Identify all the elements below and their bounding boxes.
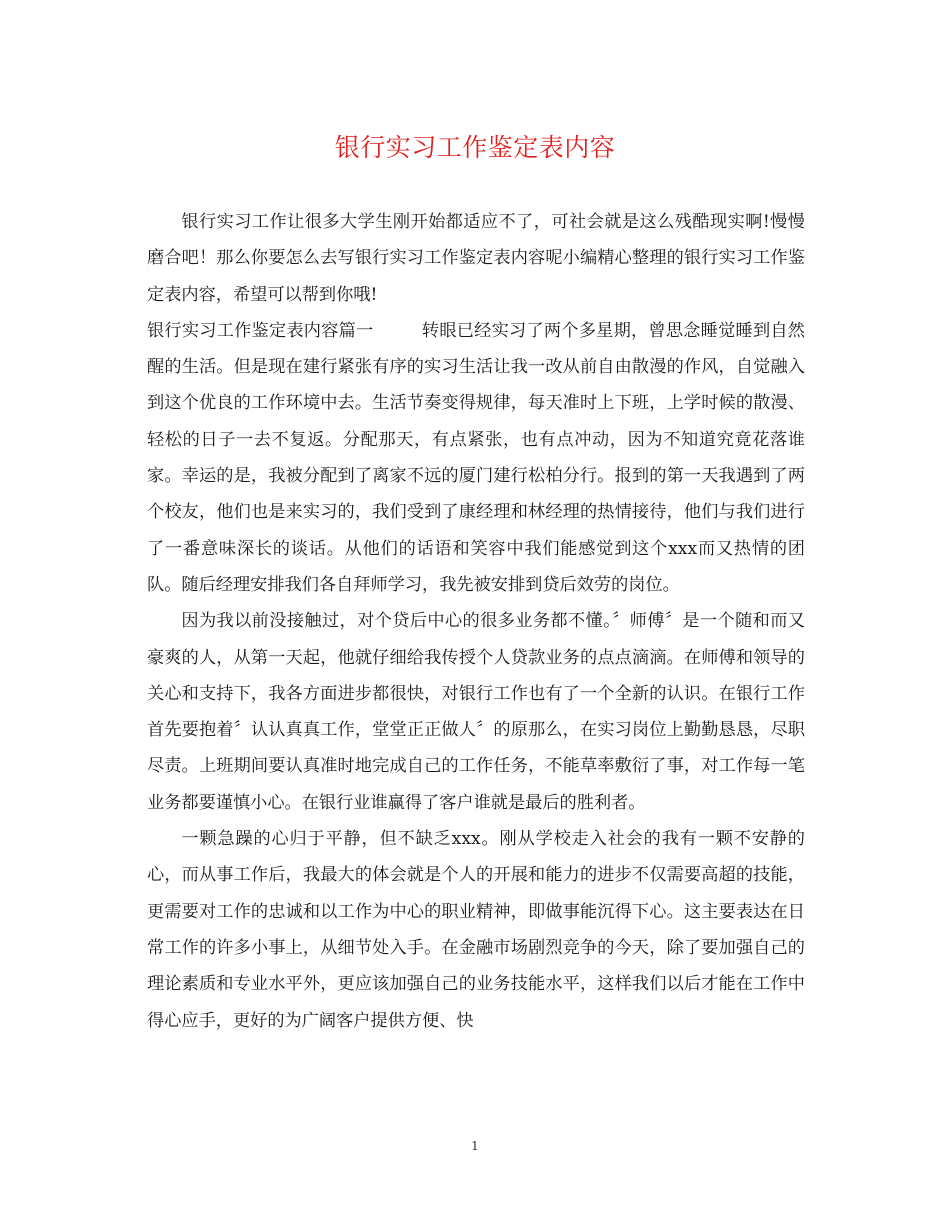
document-title: 银行实习工作鉴定表内容 [334,133,616,162]
page-number: 1 [471,1139,479,1153]
intro-paragraph: 银行实习工作让很多大学生刚开始都适应不了，可社会就是这么残酷现实啊!慢慢磨合吧！那么你要怎么去写银行实习工作鉴定表内容呢小编精心整理的银行实习工作鉴定表内容，希望可以帮到你哦! [147,212,805,305]
section-paragraph [147,313,805,603]
section-heading: 银行实习工作鉴定表内容篇一 [147,320,374,341]
paragraph-2: 因为我以前没接触过，对个贷后中心的很多业务都不懂。〞师傅〞是一个随和而又豪爽的人，从第一天起，他就仔细给我传授个人贷款业务的点点滴滴。在师傅和领导的关心和支持下，我各方面进步都很快，对银行工作也有了一个全新的认识。在银行工作首先要抱着〞认认真真工作，堂堂正正做人〞的原那么，在实习岗位上勤勤恳恳，尽职尽责。上班期间要认真准时地完成自己的工作任务，不能草率敷衍了事，对工作每一笔业务都要谨慎小心。在银行业谁赢得了客户谁就是最后的胜利者。 [147,611,805,813]
document-body [147,204,805,1039]
paragraph-1-text: 转眼已经实习了两个多星期，曾思念睡觉睡到自然醒的生活。但是现在建行紧张有序的实习生活让我一改从前自由散漫的作风，自觉融入到这个优良的工作环境中去。生活节奏变得规律，每天准时上下班，上学时候的散漫、轻松的日子一去不复返。分配那天，有点紧张，也有点冲动，因为不知道究竟花落谁家。幸运的是，我被分配到了离家不远的厦门建行松柏分行。报到的第一天我遇到了两个校友，他们也是来实习的，我们受到了康经理和林经理的热情接待，他们与我们进行了一番意味深长的谈话。从他们的话语和笑容中我们能感觉到这个xxx而又热情的团队。随后经理安排我们各自拜师学习，我先被安排到贷后效劳的岗位。 [147,320,805,595]
paragraph-3: 一颗急躁的心归于平静，但不缺乏xxx。刚从学校走入社会的我有一颗不安静的心，而从事工作后，我最大的体会就是个人的开展和能力的进步不仅需要高超的技能，更需要对工作的忠诚和以工作为中心的职业精神，即做事能沉得下心。这主要表达在日常工作的许多小事上，从细节处入手。在金融市场剧烈竞争的今天，除了要加强自己的理论素质和专业水平外，更应该加强自己的业务技能水平，这样我们以后才能在工作中得心应手，更好的为广阔客户提供方便、快 [147,829,805,1031]
